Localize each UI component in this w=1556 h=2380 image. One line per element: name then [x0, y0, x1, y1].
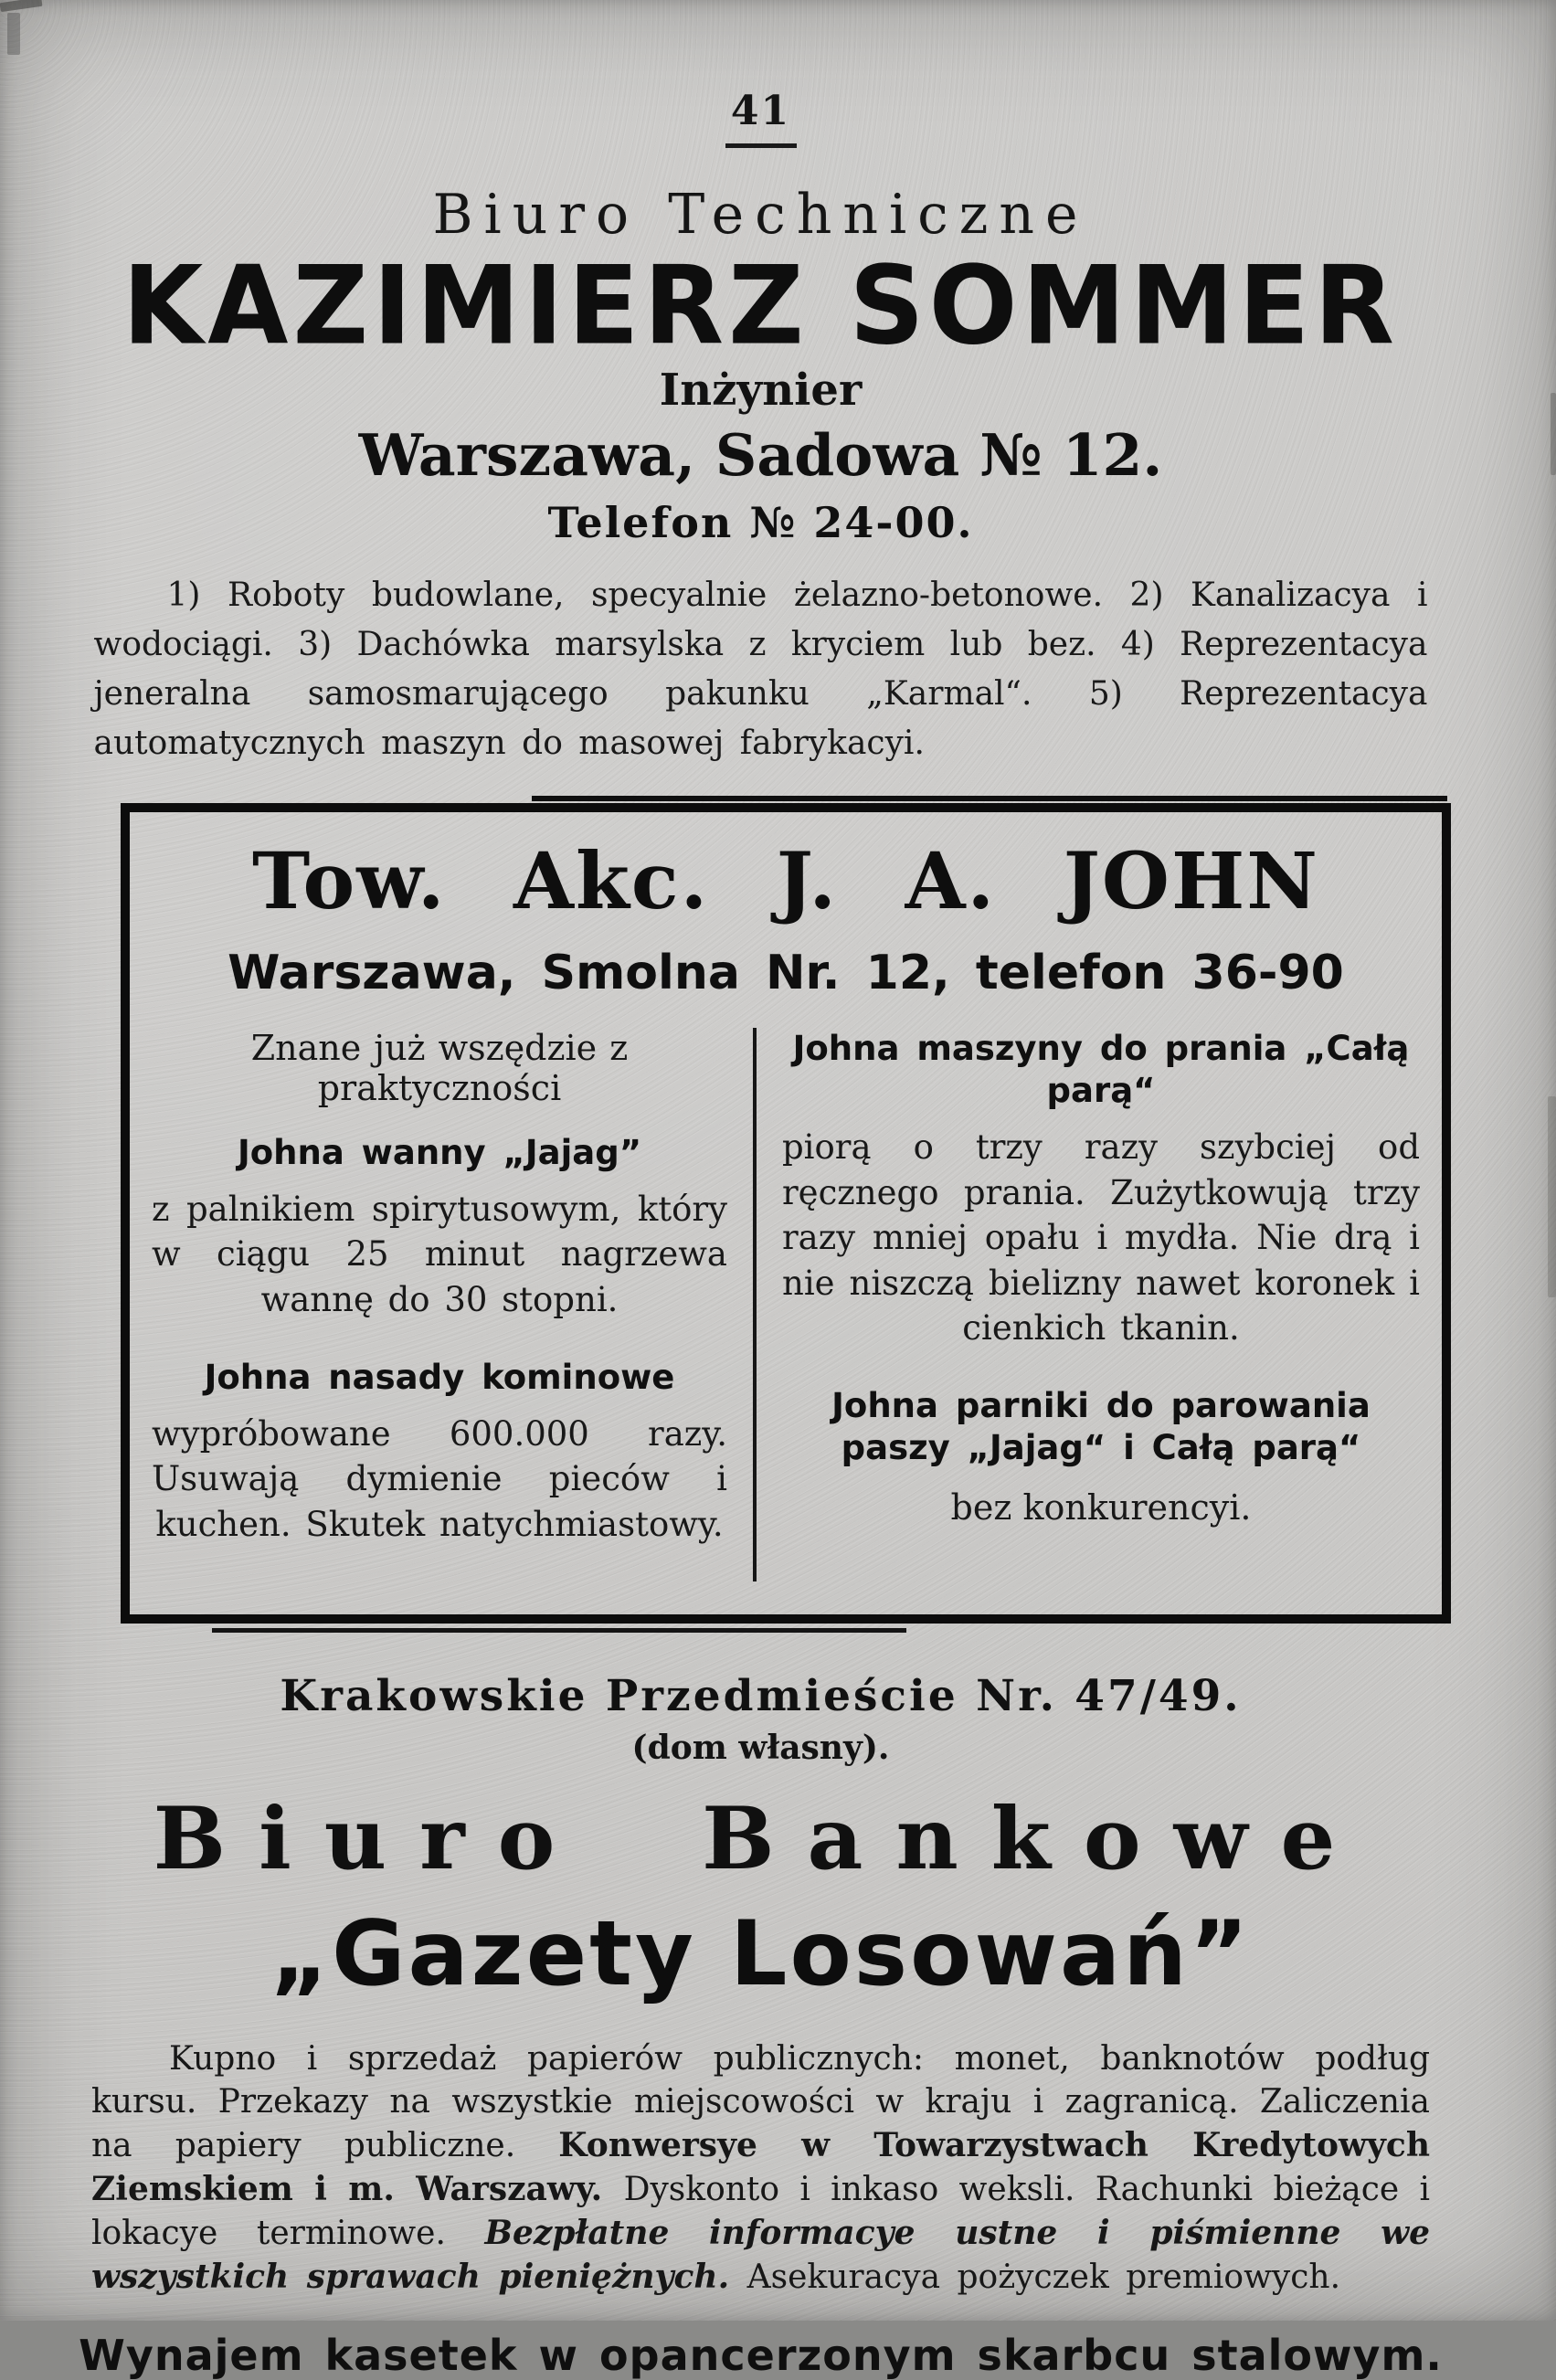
scan-artifact	[1548, 1096, 1556, 1297]
john-left-intro: Znane już wszędzie z praktyczności	[250, 1027, 629, 1108]
scan-artifact	[7, 13, 20, 55]
sommer-phone: Telefon № 24-00.	[547, 497, 974, 547]
scan-artifact	[1551, 393, 1556, 475]
john-product1-heading: Johna wanny „Jajag”	[237, 1132, 642, 1172]
bank-vault-footer: Wynajem kasetek w opancerzonym skarbcu stalowym.	[79, 2330, 1443, 2380]
john-product4-text: bez konkurencyi.	[950, 1487, 1252, 1528]
page-number: 41	[730, 88, 791, 134]
john-ad-columns	[152, 1028, 1420, 1581]
sommer-address: Warszawa, Sadowa № 12.	[358, 420, 1163, 489]
sommer-profession: Inżynier	[659, 364, 863, 416]
john-company-name: Tow. Akc. J. A. JOHN	[252, 835, 1319, 927]
sommer-services-paragraph: 1) Roboty budowlane, specyalnie żelazno-betonowe. 2) Kanalizacya i wodociągi. 3) Dachówka marsylska z kryciem lub bez. 4) Reprezentacya jeneralna samosmarującego pakunku „Karmal“. 5) Reprezentacya automatycznych maszyn do masowej fabrykacyi.	[93, 576, 1428, 762]
john-product3-text: piorą o trzy razy szybciej od ręcznego prania. Zużytkowują trzy razy mniej opału i mydła. Nie drą i nie niszczą bielizny nawet koronek i cienkich tkanin.	[782, 1127, 1420, 1349]
john-product1-text: z palnikiem spirytusowym, który w ciągu 25 minut nagrzewa wannę do 30 stopni.	[152, 1189, 727, 1319]
bank-building-note: (dom własny).	[631, 1728, 890, 1767]
page-number-rule	[725, 143, 797, 148]
john-product3-heading: Johna maszyny do prania „Całą parą“	[792, 1028, 1410, 1110]
john-ad-box	[121, 803, 1451, 1624]
bank-services-paragraph: Kupno i sprzedaż papierów publicznych: monet, banknotów podług kursu. Przekazy na wszystkie miejscowości w kraju i zagranicą. Zaliczenia na papiery publiczne. Konwersye w Towarzystwach Kredytowych Ziemskiem i m. Warszawy. Dyskonto i inkaso weksli. Rachunki bieżące i lokacye terminowe. Bezpłatne informacye ustne i piśmienne we wszystkich sprawach pieniężnych. Asekuracya pożyczek premiowych.	[91, 2039, 1430, 2296]
scan-artifact	[212, 1628, 906, 1633]
bank-name: „Gazety Losowań”	[270, 1901, 1252, 2006]
scan-artifact	[532, 796, 1447, 801]
page-content	[55, 0, 1466, 2380]
bank-office-type: Biuro Bankowe	[153, 1788, 1369, 1889]
john-product2-text: wypróbowane 600.000 razy. Usuwają dymienie pieców i kuchen. Skutek natychmiastowy.	[152, 1413, 727, 1544]
john-right-column	[757, 1028, 1420, 1581]
bank-street-address: Krakowskie Przedmieście Nr. 47/49.	[280, 1670, 1242, 1721]
scan-artifact	[0, 0, 42, 12]
john-left-column	[152, 1028, 753, 1581]
john-company-address: Warszawa, Smolna Nr. 12, telefon 36-90	[228, 945, 1344, 1000]
john-product2-heading: Johna nasady kominowe	[204, 1357, 675, 1397]
sommer-advertiser-name: KAZIMIERZ SOMMER	[122, 242, 1400, 369]
sommer-office-type: Biuro Techniczne	[432, 183, 1089, 247]
john-product4-heading: Johna parniki do parowania paszy „Jajag“ i Całą parą“	[831, 1385, 1371, 1468]
